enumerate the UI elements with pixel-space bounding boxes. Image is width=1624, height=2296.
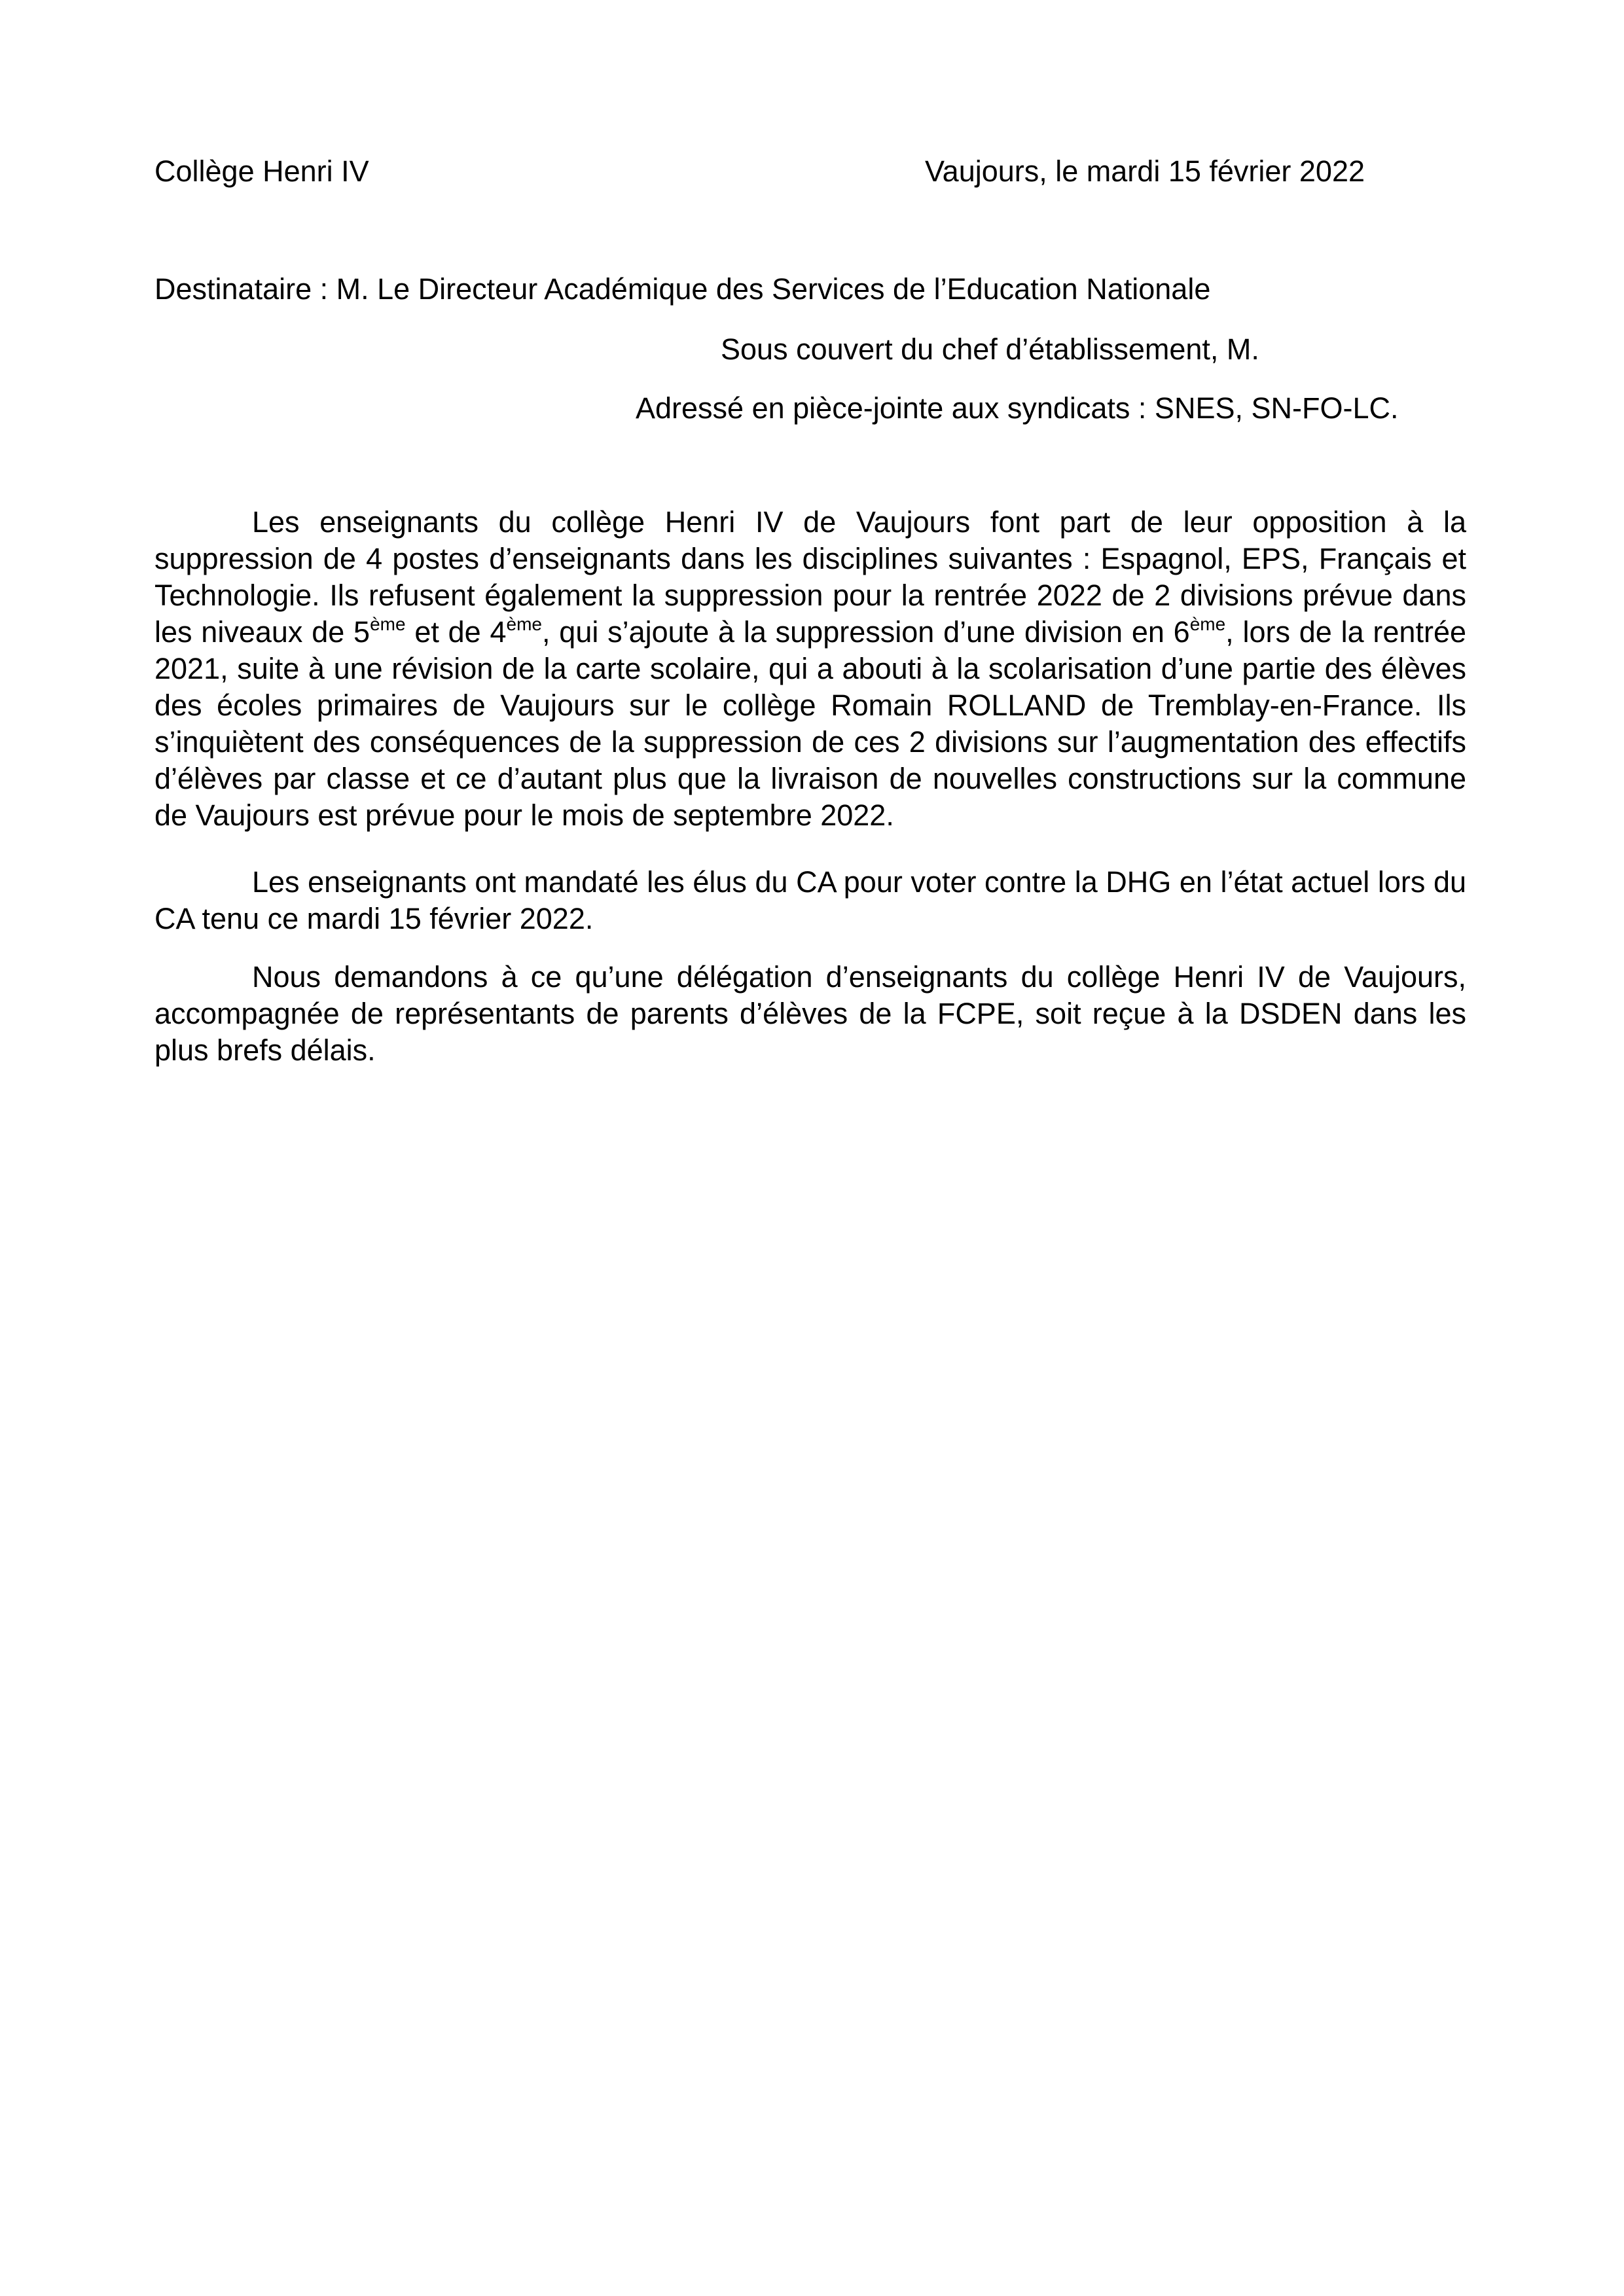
- ordinal-superscript: ème: [370, 614, 406, 634]
- paragraph-1-part-1: Les enseignants du collège Henri IV de Vaujours font part de leur opposition à la suppression de 4 postes d’enseignants dans les disciplines suivantes : Espagnol, EPS, Français et Technologie. Ils refusent également la suppression pour la rentrée 2022 de 2 divisions prévue dans les niveaux de 5: [154, 505, 1466, 649]
- paragraph-1-part-4: , lors de la rentrée 2021, suite à une révision de la carte scolaire, qui a abouti à la scolarisation d’une partie des élèves des écoles primaires de Vaujours sur le collège Romain ROLLAND de Tremblay-en-France. Ils s’inquiètent des conséquences de la suppression de ces 2 divisions sur l’augmentation des effectifs d’élèves par classe et ce d’autant plus que la livraison de nouvelles constructions sur la commune de Vaujours est prévue pour le mois de septembre 2022.: [154, 615, 1466, 832]
- paragraph-2-text: Les enseignants ont mandaté les élus du CA pour voter contre la DHG en l’état actuel lors du CA tenu ce mardi 15 février 2022.: [154, 865, 1466, 935]
- via-line: Sous couvert du chef d’établissement, M.: [721, 332, 1259, 366]
- cc-line: Adressé en pièce-jointe aux syndicats : SNES, SN-FO-LC.: [636, 391, 1399, 425]
- letter-date: Vaujours, le mardi 15 février 2022: [925, 154, 1365, 188]
- body-paragraph-3: [154, 959, 1466, 1069]
- ordinal-superscript: ème: [1189, 614, 1226, 634]
- body-paragraph-2: [154, 864, 1466, 937]
- recipient-line: Destinataire : M. Le Directeur Académique des Services de l’Education Nationale: [154, 272, 1211, 306]
- ordinal-superscript: ème: [506, 614, 542, 634]
- body-paragraph-1: [154, 504, 1466, 834]
- paragraph-1-part-3: , qui s’ajoute à la suppression d’une division en 6: [542, 615, 1190, 649]
- sender-name: Collège Henri IV: [154, 154, 369, 188]
- paragraph-1-part-2: et de 4: [405, 615, 507, 649]
- paragraph-3-text: Nous demandons à ce qu’une délégation d’enseignants du collège Henri IV de Vaujours, accompagnée de représentants de parents d’élèves de la FCPE, soit reçue à la DSDEN dans les plus brefs délais.: [154, 960, 1466, 1067]
